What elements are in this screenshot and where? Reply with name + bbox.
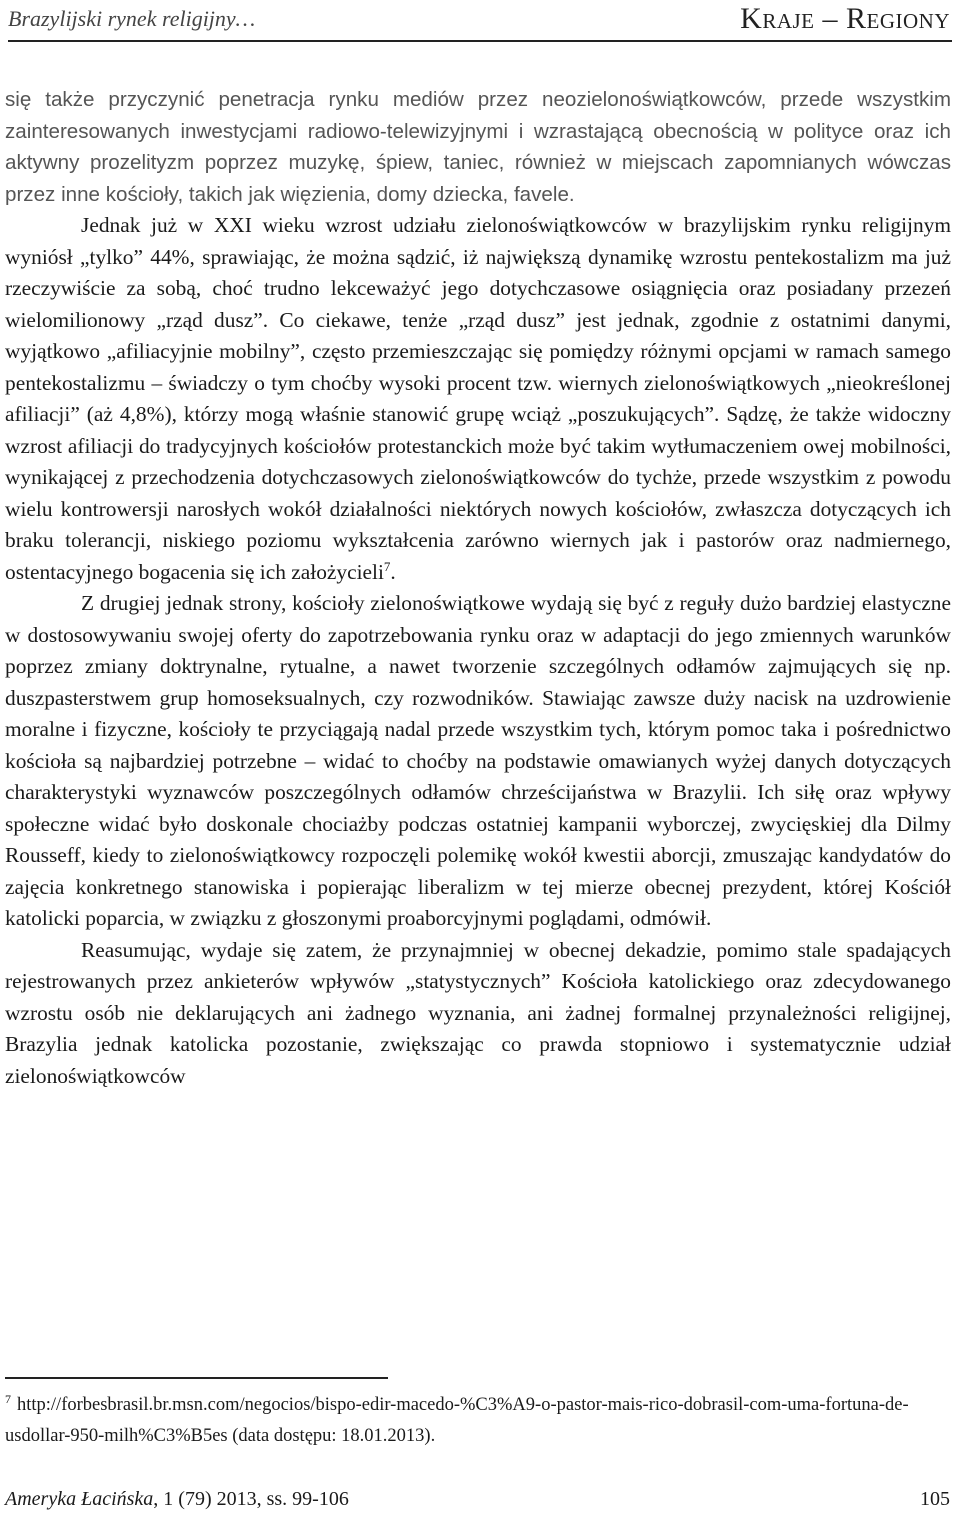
paragraph-2 [5, 210, 951, 588]
footnote-divider [5, 1377, 388, 1379]
footnote [5, 1390, 951, 1452]
running-header [8, 0, 952, 42]
footnote-text[interactable]: http://forbesbrasil.br.msn.com/negocios/bispo-edir-macedo-%C3%A9-o-pastor-mais-rico-dobrasil-com-uma-fortuna-de-usdollar-950-milh%C3%B5es (data dostępu: 18.01.2013). [5, 1395, 909, 1446]
paragraph-1-text: się także przyczynić penetracja rynku mediów przez neozielonoświątkowców, przede wszystkim zainteresowanych inwestycjami radiowo-telewizyjnymi i wzrastającą obecnością w polityce oraz ich aktywny prozelityzm poprzez muzykę, śpiew, taniec, również w miejscach zapomnianych wówczas przez inne kościoły, takich jak więzienia, domy dziecka, favele. [5, 88, 951, 206]
article-body [5, 84, 951, 1092]
paragraph-3-text: Z drugiej jednak strony, kościoły zielonoświątkowe wydają się być z reguły dużo bardziej elastyczne w dostosowywaniu swojej oferty do zapotrzebowania rynku oraz w adaptacji do jego zmiennych warunków poprzez zmiany doktrynalne, rytualne, a nawet tworzenie szczególnych odłamów zajmujących się np. duszpasterstwem grup homoseksualnych, czy rozwodników. Stawiając zawsze duży nacisk na uzdrowienie moralne i fizyczne, kościoły te przyciągają nadal przede wszystkim tych, którym pomoc taka i pośrednictwo kościoła są najbardziej potrzebne – widać to choćby na podstawie omawianych wyżej danych dotyczących charakterystyki wyznawców poszczególnych odłamów chrześcijaństwa w Brazylii. Ich siłę oraz wpływy społeczne widać było doskonale chociażby podczas ostatniej kampanii wyborczej, zwycięskiej dla Dilmy Rousseff, kiedy to zielonoświątkowcy rozpoczęli polemikę wokół kwestii aborcji, zmuszając kandydatów do zajęcia konkretnego stanowiska i popierając liberalizm w tej mierze obecnej prezydent, której Kościół katolicki poparcia, w związku z głoszonymi proaborcyjnymi poglądami, odmówił. [5, 591, 951, 930]
footnote-number: 7 [5, 1391, 11, 1406]
header-section-title: Kraje – Regiony [740, 2, 950, 35]
paragraph-4 [5, 935, 951, 1093]
footer-issue: , 1 (79) 2013, ss. 99-106 [153, 1488, 349, 1510]
paragraph-3 [5, 588, 951, 935]
header-book-title: Brazylijski rynek religijny… [8, 6, 256, 31]
paragraph-1 [5, 84, 951, 210]
running-footer [5, 1488, 950, 1516]
page-number: 105 [920, 1488, 950, 1510]
footer-citation [5, 1488, 349, 1511]
paragraph-2-end: . [390, 559, 396, 584]
paragraph-2-text: Jednak już w XXI wieku wzrost udziału zielonoświątkowców w brazylijskim rynku religijnym wyniósł „tylko” 44%, sprawiając, że można sądzić, iż największą dynamikę wzrostu pentekostalizm ma już rzeczywiście za sobą, choć trudno lekceważyć jego dotychczasowe osiągnięcia oraz posiadany przezeń wielomilionowy „rząd dusz”. Co ciekawe, tenże „rząd dusz” jest jednak, zgodnie z ostatnimi danymi, wyjątkowo „afiliacyjnie mobilny”, często przemieszczając się pomiędzy różnymi opcjami w ramach samego pentekostalizmu – świadczy o tym choćby wysoki procent tzw. wiernych zielonoświątkowych „nieokreślonej afiliacji” (aż 4,8%), którzy mogą właśnie stanowić grupę wciąż „poszukujących”. Sądzę, że także widoczny wzrost afiliacji do tradycyjnych kościołów protestanckich może być takim wytłumaczeniem owej mobilności, wynikającej z przechodzenia dotychczasowych zielonoświątkowców do tychże, przede wszystkim z powodu wielu kontrowersji narosłych wokół działalności niektórych nowych kościołów, zwłaszcza dotyczących ich braku tolerancji, niskiego poziomu wykształcenia zarówno wiernych jak i pastorów oraz nadmiernego, ostentacyjnego bogacenia się ich założycieli [5, 213, 951, 584]
footer-journal-name: Ameryka Łacińska [5, 1488, 154, 1510]
paragraph-4-text: Reasumując, wydaje się zatem, że przynajmniej w obecnej dekadzie, pomimo stale spadających rejestrowanych przez ankieterów wpływów „statystycznych” Kościoła katolickiego oraz zdecydowanego wzrostu osób nie deklarujących ani żadnego wyznania, ani żadnej formalnej przynależności religijnej, Brazylia jednak katolicka pozostanie, zwiększając co prawda stopniowo i systematycznie udział zielonoświątkowców [5, 937, 951, 1088]
footnote-reference[interactable]: 7 [383, 558, 391, 574]
